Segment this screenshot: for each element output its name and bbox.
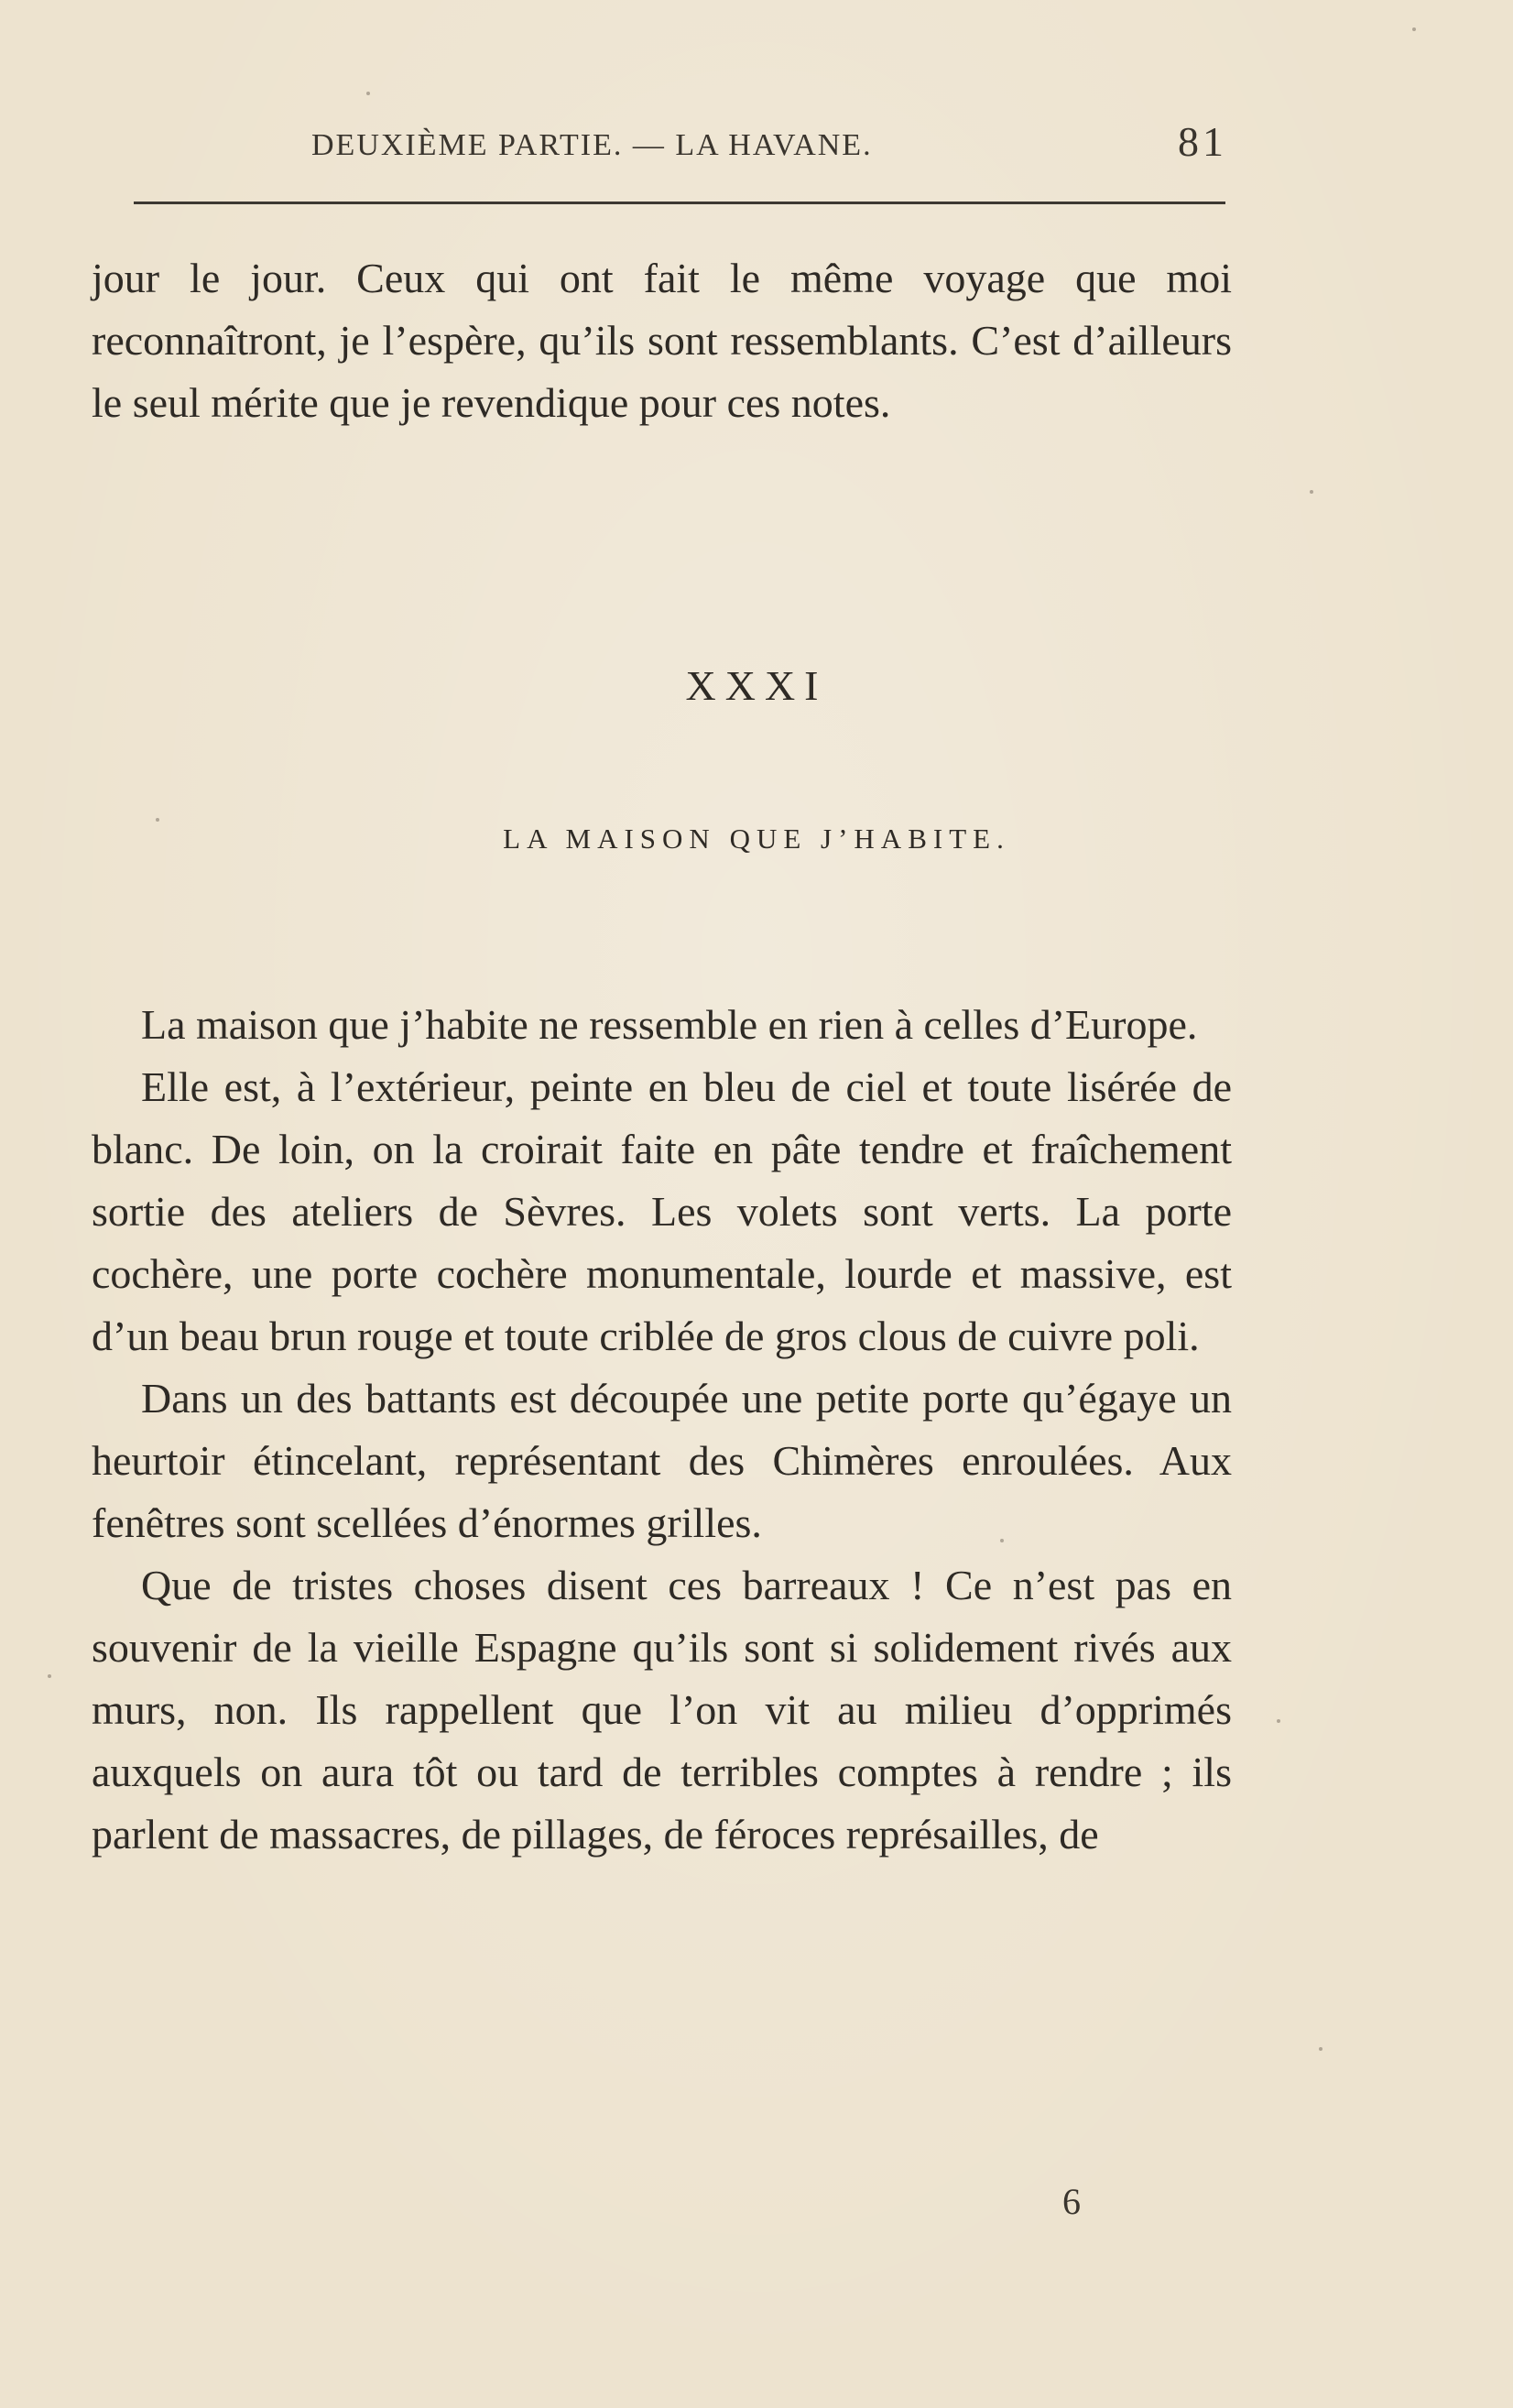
paper-speck <box>1000 1539 1004 1542</box>
paragraph: Que de tristes choses disent ces barreaux ! Ce n’est pas en souvenir de la vieille Espagne qu’ils sont si solidement rivés aux murs, non. Ils rappellent que l’on vit au milieu d’opprimés auxquels on aura tôt ou tard de terribles comptes à rendre ; ils parlent de massacres, de pillages, de féroces représailles, de <box>92 1562 1232 1858</box>
paper-speck <box>48 1674 51 1678</box>
signature-mark: 6 <box>1062 2181 1081 2222</box>
paper-speck <box>366 92 370 95</box>
paper-speck <box>1412 27 1416 31</box>
running-title: DEUXIÈME PARTIE. — LA HAVANE. <box>311 128 873 162</box>
continuation-paragraph: jour le jour. Ceux qui ont fait le même voyage que moi reconnaîtront, je l’espère, qu’ils sont ressemblants. C’est d’ailleurs le seul mérite que je revendique pour ces notes. <box>92 255 1232 426</box>
paragraph: Dans un des battants est découpée une petite porte qu’égaye un heurtoir étincelant, représentant des Chimères enroulées. Aux fenêtres sont scellées d’énormes grilles. <box>92 1375 1232 1546</box>
chapter-title: LA MAISON QUE J’HABITE. <box>503 823 1010 855</box>
header-rule <box>134 202 1225 204</box>
paper-speck <box>1319 2047 1323 2051</box>
chapter-number: XXXI <box>685 662 828 709</box>
running-head <box>92 117 1227 172</box>
paper-speck <box>156 818 159 822</box>
paper-speck <box>1310 490 1313 494</box>
paragraph: La maison que j’habite ne ressemble en rien à celles d’Europe. <box>141 1001 1198 1048</box>
paragraph: Elle est, à l’extérieur, peinte en bleu de ciel et toute lisérée de blanc. De loin, on la croirait faite en pâte tendre et fraîchement sortie des ateliers de Sèvres. Les volets sont verts. La porte cochère, une porte cochère monumentale, lourde et massive, est d’un beau brun rouge et toute criblée de gros clous de cuivre poli. <box>92 1063 1232 1359</box>
page-number: 81 <box>1178 118 1227 165</box>
paper-speck <box>1277 1719 1280 1723</box>
chapter-body <box>92 994 1232 1866</box>
